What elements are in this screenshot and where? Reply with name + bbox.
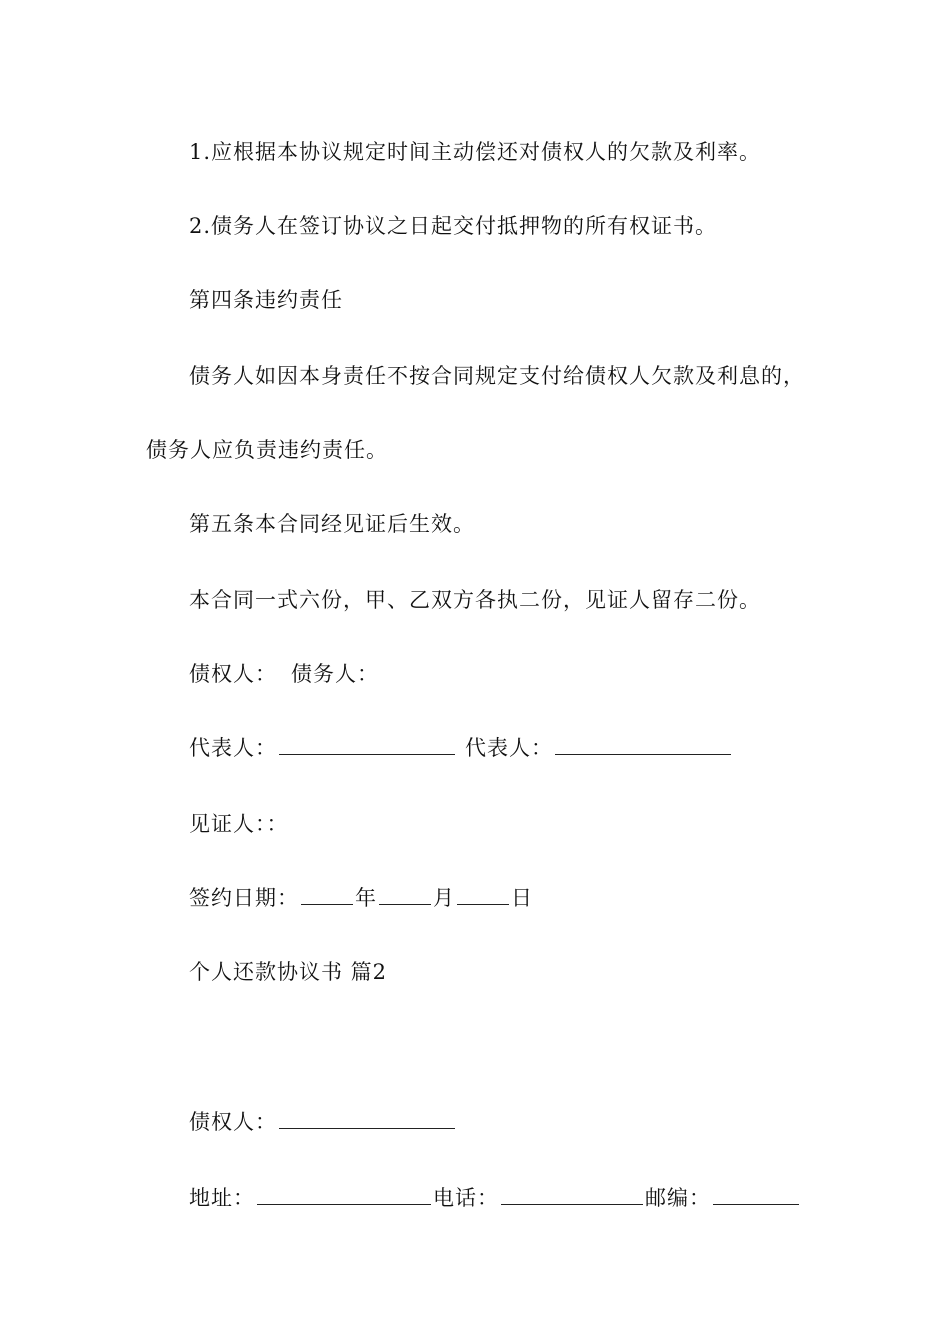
signing-date-line xyxy=(189,884,533,912)
clause-paragraph-1: 1.应根据本协议规定时间主动偿还对债权人的欠款及利率。 xyxy=(189,140,762,164)
creditor-label: 债权人： xyxy=(189,662,277,686)
year-blank[interactable] xyxy=(301,886,353,905)
copies-paragraph: 本合同一式六份，甲、乙双方各执二份，见证人留存二份。 xyxy=(189,588,761,612)
representative-blank-2[interactable] xyxy=(555,736,731,755)
debtor-label: 债务人： xyxy=(291,662,379,686)
article-4-heading: 第四条违约责任 xyxy=(189,288,343,312)
phone-blank[interactable] xyxy=(501,1186,643,1205)
breach-paragraph-line-1: 债务人如因本身责任不按合同规定支付给债权人欠款及利息的， xyxy=(189,364,805,388)
section-2-creditor-label: 债权人： xyxy=(189,1110,277,1134)
representative-label-1: 代表人： xyxy=(189,736,277,760)
section-2-creditor-blank[interactable] xyxy=(279,1110,455,1129)
year-label: 年 xyxy=(355,886,377,910)
representative-blank-1[interactable] xyxy=(279,736,455,755)
clause-paragraph-2: 2.债务人在签订协议之日起交付抵押物的所有权证书。 xyxy=(189,214,718,238)
representative-line xyxy=(189,734,733,762)
day-label: 日 xyxy=(511,886,533,910)
breach-paragraph-line-2: 债务人应负责违约责任。 xyxy=(146,438,388,462)
article-5-paragraph: 第五条本合同经见证后生效。 xyxy=(189,512,475,536)
parties-line xyxy=(189,660,379,688)
address-label: 地址： xyxy=(189,1186,255,1210)
month-label: 月 xyxy=(433,886,455,910)
signing-date-label: 签约日期： xyxy=(189,886,299,910)
section-2-creditor-line xyxy=(189,1108,457,1136)
phone-label: 电话： xyxy=(433,1186,499,1210)
section-2-title: 个人还款协议书 篇2 xyxy=(189,960,388,984)
witness-line: 见证人：： xyxy=(189,812,289,836)
month-blank[interactable] xyxy=(379,886,431,905)
address-blank[interactable] xyxy=(257,1186,431,1205)
postcode-label: 邮编： xyxy=(645,1186,711,1210)
postcode-blank[interactable] xyxy=(713,1186,799,1205)
day-blank[interactable] xyxy=(457,886,509,905)
contact-line xyxy=(189,1184,801,1212)
representative-label-2: 代表人： xyxy=(465,736,553,760)
